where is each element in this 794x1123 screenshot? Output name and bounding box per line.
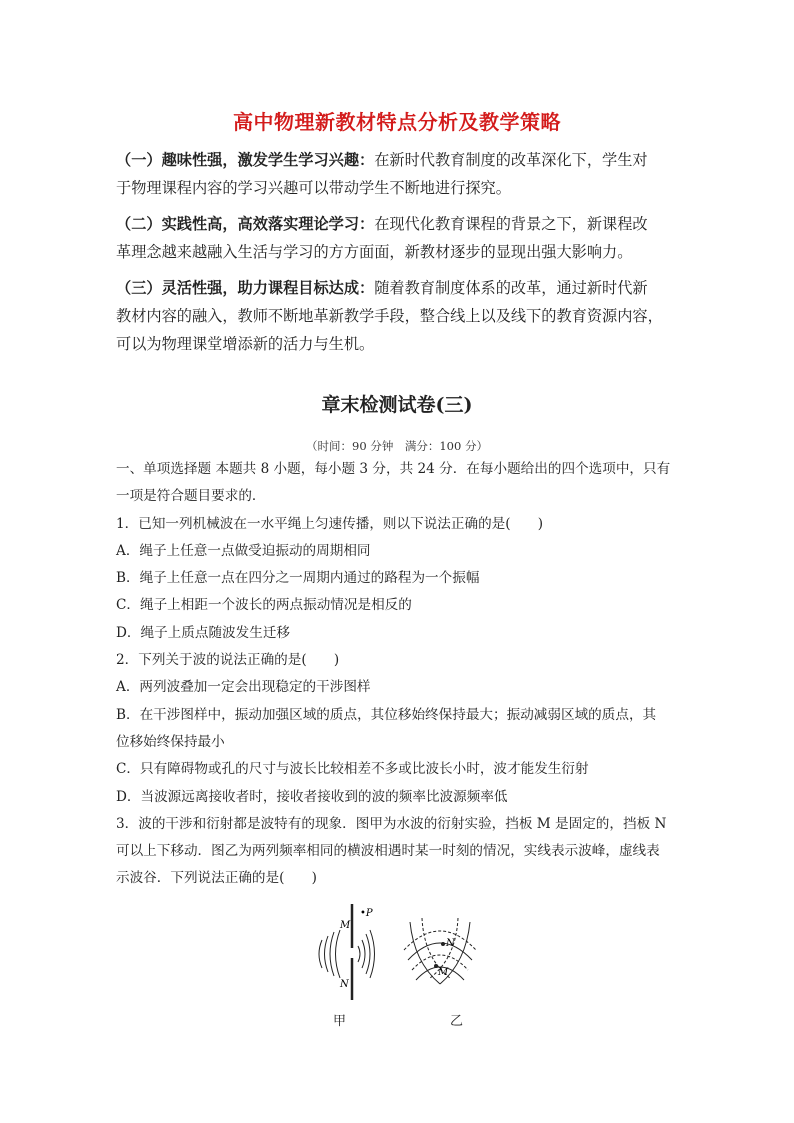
diffracted-wave — [370, 930, 375, 978]
intro-text: 随着教育制度体系的改革，通过新时代新 — [374, 279, 648, 297]
diffracted-wave — [362, 940, 365, 968]
label-n: N — [340, 979, 349, 990]
intro-text: 于物理课程内容的学习兴趣可以带动学生不断地进行探究。 — [116, 179, 511, 197]
question-line: 3．波的干涉和衍射都是波特有的现象．图甲为水波的衍射实验，挡板 M 是固定的，挡板 N — [116, 815, 667, 832]
question-line: 可以上下移动．图乙为两列频率相同的横波相遇时某一时刻的情况，实线表示波峰，虚线表 — [116, 843, 660, 860]
exam-meta: （时间：90 分钟 满分：100 分） — [306, 439, 488, 453]
intro-paragraph-3 — [116, 274, 682, 358]
wave-crest — [408, 943, 472, 960]
interference-diagram — [404, 918, 476, 984]
intro-text: 在现代化教育课程的背景之下，新课程改 — [374, 215, 648, 233]
point-n — [441, 942, 445, 946]
intro-text: 教材内容的融入，教师不断地革新教学手段，整合线上以及线下的教育资源内容， — [116, 307, 663, 325]
question-line: 2．下列关于波的说法正确的是( ) — [116, 652, 340, 669]
question-line: D．绳子上质点随波发生迁移 — [116, 624, 291, 641]
exam-title: 章末检测试卷(三) — [321, 394, 473, 416]
intro-paragraph-1 — [116, 146, 682, 202]
incoming-wave — [325, 936, 329, 972]
document-title: 高中物理新教材特点分析及教学策略 — [233, 110, 561, 134]
diffracted-wave — [358, 946, 360, 962]
question-list — [116, 456, 682, 893]
question-line: 示波谷．下列说法正确的是( ) — [116, 870, 317, 887]
label-m: M — [340, 920, 351, 931]
question-line: 位移始终保持最小 — [116, 733, 225, 750]
incoming-wave — [336, 930, 341, 978]
label-p: •P — [360, 908, 373, 919]
diffraction-diagram — [319, 904, 375, 1000]
intro-text: 在新时代教育制度的改革深化下，学生对 — [374, 151, 648, 169]
wave-figure — [300, 902, 500, 1032]
section-heading: 一项是符合题目要求的． — [116, 488, 266, 505]
intro-paragraph-2 — [116, 210, 682, 266]
intro-heading: （三）灵活性强，助力课程目标达成： — [116, 279, 375, 297]
caption-right: 乙 — [450, 1014, 464, 1029]
caption-left: 甲 — [333, 1014, 347, 1029]
intro-text: 可以为物理课堂增添新的活力与生机。 — [116, 335, 375, 353]
question-line: A．两列波叠加一定会出现稳定的干涉图样 — [116, 679, 371, 696]
label-m-right: M — [438, 967, 449, 978]
section-heading: 一、单项选择题 本题共 8 小题，每小题 3 分，共 24 分．在每小题给出的四个选项中，只有 — [116, 461, 671, 477]
label-n-right: N — [446, 938, 455, 949]
question-line: B．在干涉图样中，振动加强区域的质点，其位移始终保持最大；振动减弱区域的质点，其 — [116, 706, 657, 723]
intro-heading: （一）趣味性强，激发学生学习兴趣： — [116, 151, 375, 169]
question-line: C．绳子上相距一个波长的两点振动情况是相反的 — [116, 597, 412, 614]
diffracted-wave — [366, 934, 370, 974]
question-line: A．绳子上任意一点做受迫振动的周期相同 — [116, 542, 371, 559]
question-line: B．绳子上任意一点在四分之一周期内通过的路程为一个振幅 — [116, 570, 480, 587]
question-line: D．当波源远离接收者时，接收者接收到的波的频率比波源频率低 — [116, 788, 508, 805]
question-line: 1．已知一列机械波在一水平绳上匀速传播，则以下说法正确的是( ) — [116, 515, 544, 532]
incoming-wave — [330, 932, 334, 976]
question-line: C．只有障碍物或孔的尺寸与波长比较相差不多或比波长小时，波才能发生衍射 — [116, 761, 589, 778]
incoming-wave — [319, 940, 322, 968]
intro-heading: （二）实践性高，高效落实理论学习： — [116, 215, 375, 233]
intro-text: 革理念越来越融入生活与学习的方方面面，新教材逐步的显现出强大影响力。 — [116, 243, 633, 261]
